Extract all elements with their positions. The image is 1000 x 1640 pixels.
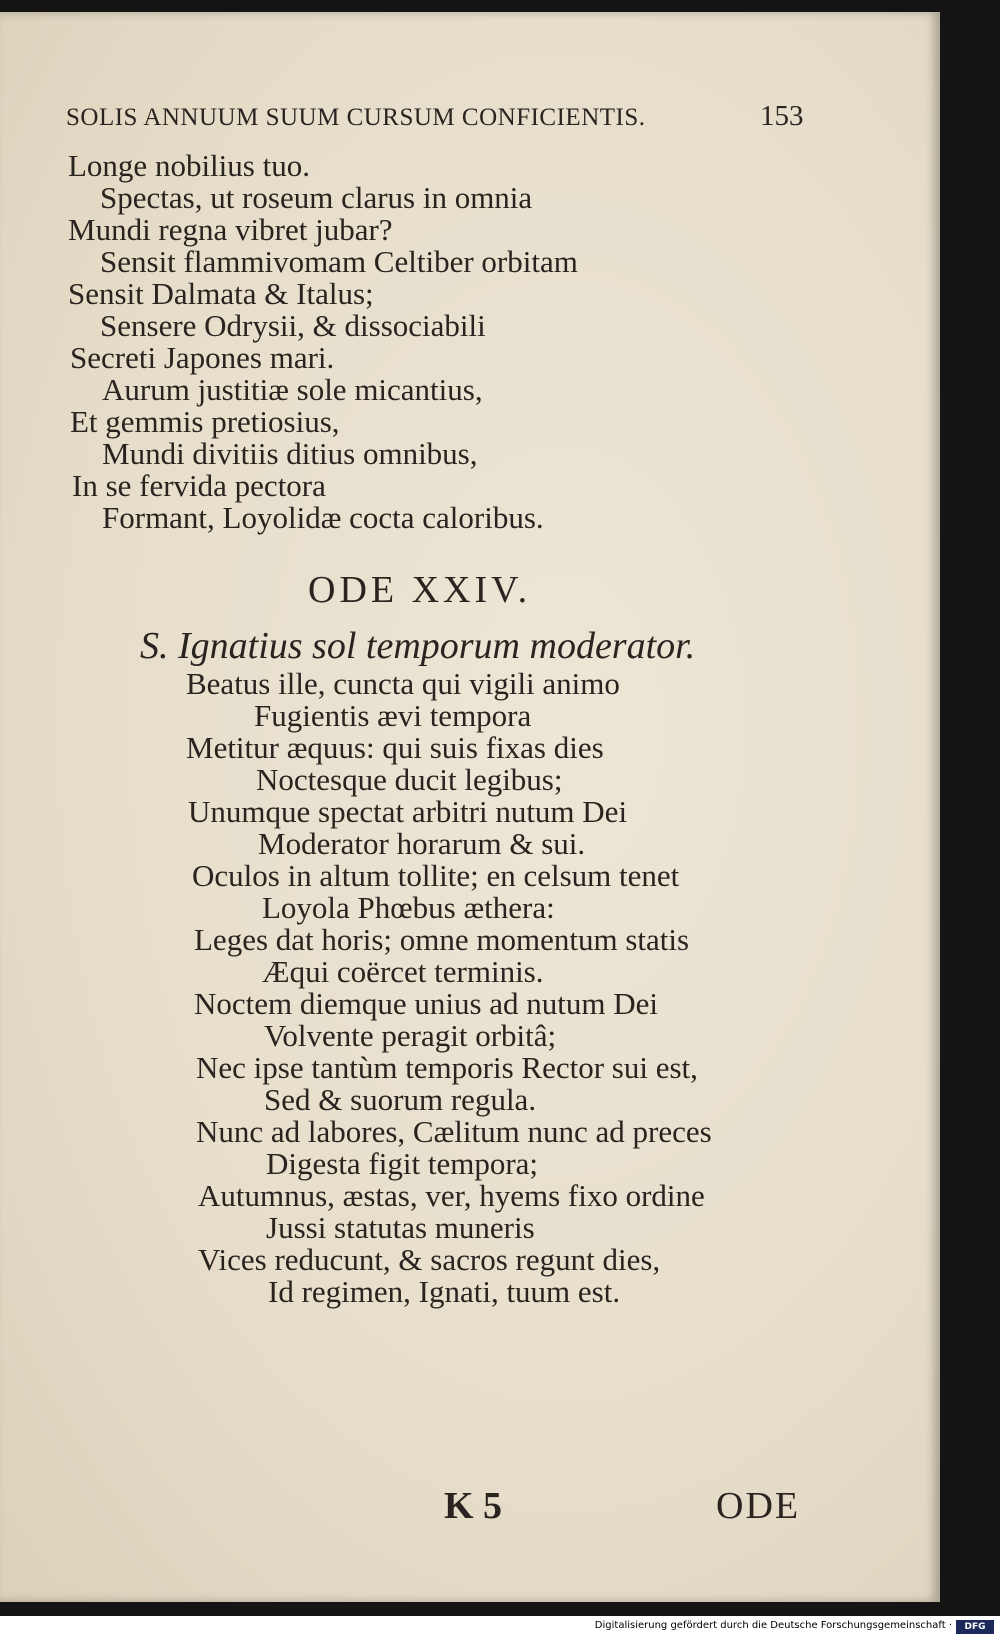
verse-line: Et gemmis pretiosius,	[70, 404, 340, 439]
ode-line: Leges dat horis; omne momentum statis	[194, 922, 690, 957]
ode-line: Unumque spectat arbitri nutum Dei	[188, 794, 628, 829]
verse-line: In se fervida pectora	[72, 468, 326, 503]
verse-line: Sensit Dalmata & Italus;	[68, 276, 374, 311]
ode-line: Beatus ille, cuncta qui vigili animo	[186, 666, 620, 701]
verse-line: Mundi regna vibret jubar?	[68, 212, 393, 247]
verse-line: Formant, Loyolidæ cocta caloribus.	[102, 500, 544, 535]
ode-subtitle: S. Ignatius sol temporum moderator.	[140, 625, 696, 667]
ode-line: Moderator horarum & sui.	[258, 826, 586, 861]
ode-line: Oculos in altum tollite; en celsum tenet	[192, 858, 680, 893]
ode-line: Nunc ad labores, Cælitum nunc ad preces	[196, 1114, 712, 1149]
ode-line: Autumnus, æstas, ver, hyems fixo ordine	[198, 1178, 705, 1213]
verse-line: Spectas, ut roseum clarus in omnia	[100, 180, 533, 215]
running-head: SOLIS ANNUUM SUUM CURSUM CONFICIENTIS.	[66, 104, 646, 131]
dfg-logo-icon: DFG	[956, 1620, 994, 1634]
ode-line: Id regimen, Ignati, tuum est.	[268, 1274, 621, 1309]
verse-line: Sensit flammivomam Celtiber orbitam	[100, 244, 578, 279]
catchword: ODE	[716, 1485, 801, 1527]
footer-credit: Digitalisierung gefördert durch die Deutsche Forschungsgemeinschaft ·	[594, 1620, 952, 1631]
ode-title: ODE XXIV.	[308, 569, 532, 611]
ode-line: Metitur æquus: qui suis fixas dies	[186, 730, 604, 765]
verse-line: Sensere Odrysii, & dissociabili	[100, 308, 486, 343]
ode-line: Fugientis ævi tempora	[254, 698, 532, 733]
ode-line: Vices reducunt, & sacros regunt dies,	[198, 1242, 661, 1277]
ode-line: Noctesque ducit legibus;	[256, 762, 563, 797]
ode-line: Jussi statutas muneris	[266, 1210, 535, 1245]
ode-line: Digesta figit tempora;	[266, 1146, 539, 1181]
ode-line: Noctem diemque unius ad nutum Dei	[194, 986, 659, 1021]
verse-line: Aurum justitiæ sole micantius,	[102, 372, 483, 407]
ode-line: Volvente peragit orbitâ;	[264, 1018, 557, 1053]
ode-line: Loyola Phœbus æthera:	[262, 890, 555, 925]
verse-line: Secreti Japones mari.	[70, 340, 335, 375]
signature-mark: K 5	[444, 1485, 503, 1527]
ode-line: Sed & suorum regula.	[264, 1082, 537, 1117]
book-page	[0, 12, 940, 1602]
verse-line: Mundi divitiis ditius omnibus,	[102, 436, 478, 471]
ode-line: Nec ipse tantùm temporis Rector sui est,	[196, 1050, 698, 1085]
page-number: 153	[760, 100, 804, 132]
digitization-footer	[0, 1616, 1000, 1640]
verse-line: Longe nobilius tuo.	[68, 148, 310, 183]
ode-line: Æqui coërcet terminis.	[262, 954, 544, 989]
